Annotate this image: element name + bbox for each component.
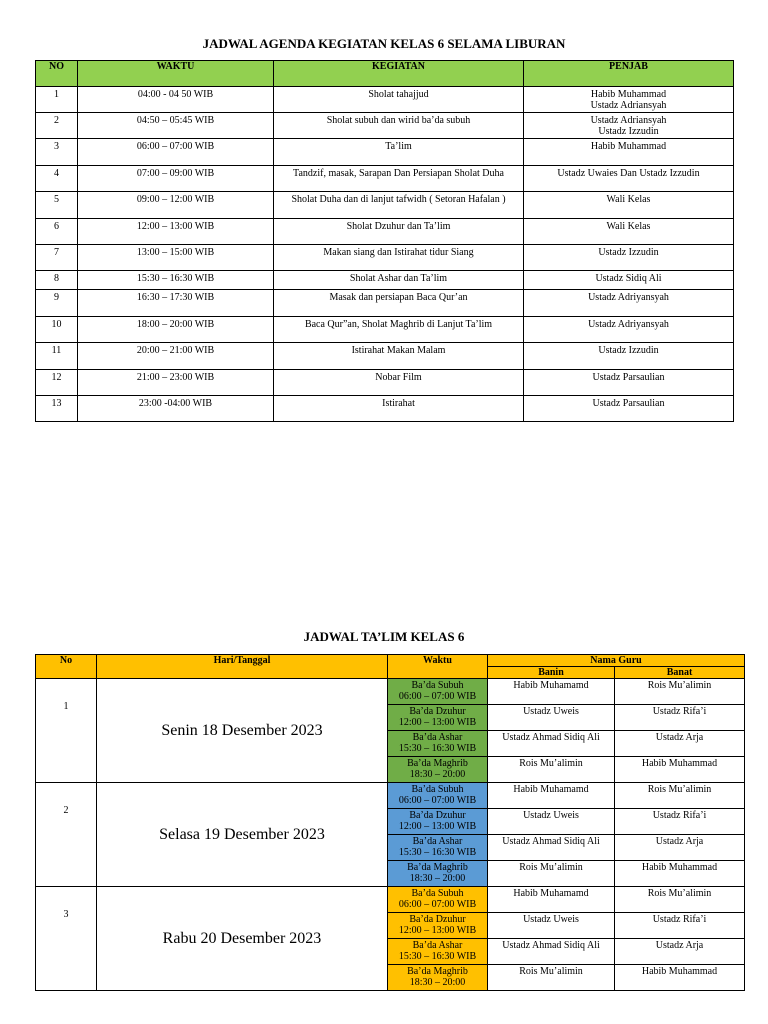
row-penjab <box>524 290 734 317</box>
slot-waktu <box>388 887 488 913</box>
row-waktu: 16:30 – 17:30 WIB <box>78 290 274 317</box>
slot-banat: Ustadz Arja <box>615 939 745 965</box>
agenda-row <box>36 113 734 139</box>
waktu-line: 15:30 – 16:30 WIB <box>398 847 477 858</box>
row-kegiatan: Istirahat Makan Malam <box>274 343 524 370</box>
slot-waktu <box>388 783 488 809</box>
header-penjab: PENJAB <box>524 61 734 87</box>
row-kegiatan: Sholat Duha dan di lanjut tafwidh ( Setoran Hafalan ) <box>274 192 524 219</box>
header-nama-guru: Nama Guru <box>488 655 745 667</box>
waktu-line: 12:00 – 13:00 WIB <box>398 717 477 728</box>
row-waktu: 04:00 - 04 50 WIB <box>78 87 274 113</box>
agenda-row <box>36 343 734 370</box>
waktu-line: Ba’da Subuh <box>411 784 464 795</box>
row-kegiatan: Ta’lim <box>274 139 524 166</box>
slot-waktu <box>388 731 488 757</box>
slot-banat: Habib Muhammad <box>615 861 745 887</box>
row-penjab <box>524 271 734 290</box>
row-no: 2 <box>36 113 78 139</box>
slot-banin: Ustadz Ahmad Sidiq Ali <box>488 939 615 965</box>
row-kegiatan: Istirahat <box>274 396 524 422</box>
waktu-line: 18:30 – 20:00 <box>409 873 466 884</box>
waktu-line: 15:30 – 16:30 WIB <box>398 951 477 962</box>
waktu-line: Ba’da Subuh <box>411 888 464 899</box>
row-waktu: 23:00 -04:00 WIB <box>78 396 274 422</box>
row-waktu: 20:00 – 21:00 WIB <box>78 343 274 370</box>
talim-title: JADWAL TA’LIM KELAS 6 <box>303 629 465 644</box>
waktu-line: Ba’da Dzuhur <box>409 706 466 717</box>
talim-header-row <box>36 655 745 667</box>
row-waktu: 18:00 – 20:00 WIB <box>78 317 274 343</box>
waktu-line: 12:00 – 13:00 WIB <box>398 925 477 936</box>
row-no: 7 <box>36 245 78 271</box>
waktu-line: 18:30 – 20:00 <box>409 769 466 780</box>
slot-banat: Rois Mu’alimin <box>615 679 745 705</box>
day-no: 2 <box>36 783 97 887</box>
waktu-line: Ba’da Maghrib <box>407 862 468 873</box>
row-kegiatan: Tandzif, masak, Sarapan Dan Persiapan Sholat Duha <box>274 166 524 192</box>
slot-banat: Ustadz Rifa’i <box>615 705 745 731</box>
row-no: 8 <box>36 271 78 290</box>
agenda-row <box>36 192 734 219</box>
day-hari: Senin 18 Desember 2023 <box>97 679 388 783</box>
row-no: 12 <box>36 370 78 396</box>
row-waktu: 06:00 – 07:00 WIB <box>78 139 274 166</box>
row-no: 5 <box>36 192 78 219</box>
waktu-line: Ba’da Ashar <box>412 940 463 951</box>
penjab-line: Habib Muhammad <box>590 89 667 100</box>
slot-banat: Habib Muhammad <box>615 965 745 991</box>
agenda-row <box>36 245 734 271</box>
slot-waktu <box>388 913 488 939</box>
agenda-row <box>36 219 734 245</box>
row-kegiatan: Masak dan persiapan Baca Qur’an <box>274 290 524 317</box>
row-penjab <box>524 317 734 343</box>
row-no: 3 <box>36 139 78 166</box>
row-kegiatan: Sholat subuh dan wirid ba’da subuh <box>274 113 524 139</box>
row-kegiatan: Makan siang dan Istirahat tidur Siang <box>274 245 524 271</box>
slot-banat: Habib Muhammad <box>615 757 745 783</box>
row-penjab <box>524 219 734 245</box>
slot-banat: Rois Mu’alimin <box>615 887 745 913</box>
day-hari: Selasa 19 Desember 2023 <box>97 783 388 887</box>
row-no: 4 <box>36 166 78 192</box>
row-no: 11 <box>36 343 78 370</box>
slot-banin: Ustadz Uweis <box>488 705 615 731</box>
slot-banat: Ustadz Rifa’i <box>615 809 745 835</box>
agenda-table <box>35 60 734 422</box>
penjab-line: Ustadz Adriansyah <box>590 100 667 111</box>
header-banin: Banin <box>488 667 615 679</box>
row-waktu: 13:00 – 15:00 WIB <box>78 245 274 271</box>
agenda-row <box>36 370 734 396</box>
agenda-row <box>36 87 734 113</box>
slot-banat: Ustadz Arja <box>615 835 745 861</box>
row-kegiatan: Baca Qur”an, Sholat Maghrib di Lanjut Ta’lim <box>274 317 524 343</box>
row-waktu: 09:00 – 12:00 WIB <box>78 192 274 219</box>
penjab-line: Ustadz Izzudin <box>598 126 659 137</box>
penjab-line: Ustadz Adriansyah <box>590 115 667 126</box>
row-penjab <box>524 166 734 192</box>
waktu-line: Ba’da Ashar <box>412 732 463 743</box>
row-no: 10 <box>36 317 78 343</box>
header-no: No <box>36 655 97 679</box>
row-penjab <box>524 245 734 271</box>
waktu-line: Ba’da Subuh <box>411 680 464 691</box>
waktu-line: Ba’da Maghrib <box>407 758 468 769</box>
waktu-line: Ba’da Dzuhur <box>409 914 466 925</box>
slot-banin: Habib Muhamamd <box>488 887 615 913</box>
day-no: 1 <box>36 679 97 783</box>
slot-waktu <box>388 705 488 731</box>
row-penjab <box>524 192 734 219</box>
penjab-line: Wali Kelas <box>606 194 651 205</box>
slot-banin: Ustadz Ahmad Sidiq Ali <box>488 731 615 757</box>
slot-banat: Ustadz Arja <box>615 731 745 757</box>
slot-waktu <box>388 965 488 991</box>
agenda-row <box>36 290 734 317</box>
agenda-title: JADWAL AGENDA KEGIATAN KELAS 6 SELAMA LIBURAN <box>202 36 566 51</box>
slot-waktu <box>388 679 488 705</box>
row-waktu: 21:00 – 23:00 WIB <box>78 370 274 396</box>
slot-waktu <box>388 861 488 887</box>
row-waktu: 04:50 – 05:45 WIB <box>78 113 274 139</box>
header-hari: Hari/Tanggal <box>97 655 388 679</box>
row-kegiatan: Sholat Ashar dan Ta’lim <box>274 271 524 290</box>
row-no: 13 <box>36 396 78 422</box>
slot-banin: Rois Mu’alimin <box>488 861 615 887</box>
row-waktu: 12:00 – 13:00 WIB <box>78 219 274 245</box>
slot-banin: Rois Mu’alimin <box>488 965 615 991</box>
slot-banin: Ustadz Ahmad Sidiq Ali <box>488 835 615 861</box>
agenda-row <box>36 271 734 290</box>
penjab-line: Ustadz Uwaies Dan Ustadz Izzudin <box>557 168 700 179</box>
slot-waktu <box>388 835 488 861</box>
waktu-line: Ba’da Dzuhur <box>409 810 466 821</box>
waktu-line: 15:30 – 16:30 WIB <box>398 743 477 754</box>
row-kegiatan: Sholat Dzuhur dan Ta’lim <box>274 219 524 245</box>
row-penjab <box>524 396 734 422</box>
header-no: NO <box>36 61 78 87</box>
slot-banat: Rois Mu’alimin <box>615 783 745 809</box>
slot-banat: Ustadz Rifa’i <box>615 913 745 939</box>
agenda-row <box>36 317 734 343</box>
talim-row <box>36 679 745 705</box>
agenda-row <box>36 139 734 166</box>
penjab-line: Ustadz Parsaulian <box>592 398 665 409</box>
slot-waktu <box>388 939 488 965</box>
row-kegiatan: Nobar Film <box>274 370 524 396</box>
talim-table <box>35 654 745 991</box>
slot-banin: Habib Muhamamd <box>488 783 615 809</box>
day-hari: Rabu 20 Desember 2023 <box>97 887 388 991</box>
penjab-line: Ustadz Sidiq Ali <box>595 273 662 284</box>
slot-banin: Rois Mu’alimin <box>488 757 615 783</box>
waktu-line: 06:00 – 07:00 WIB <box>398 899 477 910</box>
header-waktu: Waktu <box>388 655 488 679</box>
row-penjab <box>524 370 734 396</box>
header-banat: Banat <box>615 667 745 679</box>
penjab-line: Ustadz Parsaulian <box>592 372 665 383</box>
waktu-line: 12:00 – 13:00 WIB <box>398 821 477 832</box>
slot-banin: Ustadz Uweis <box>488 913 615 939</box>
talim-row <box>36 887 745 913</box>
agenda-row <box>36 396 734 422</box>
waktu-line: 06:00 – 07:00 WIB <box>398 691 477 702</box>
row-waktu: 07:00 – 09:00 WIB <box>78 166 274 192</box>
row-waktu: 15:30 – 16:30 WIB <box>78 271 274 290</box>
agenda-row <box>36 166 734 192</box>
row-no: 9 <box>36 290 78 317</box>
slot-waktu <box>388 757 488 783</box>
waktu-line: Ba’da Ashar <box>412 836 463 847</box>
waktu-line: 06:00 – 07:00 WIB <box>398 795 477 806</box>
penjab-line: Habib Muhammad <box>590 141 667 152</box>
penjab-line: Ustadz Adriyansyah <box>588 292 669 303</box>
row-no: 6 <box>36 219 78 245</box>
penjab-line: Wali Kelas <box>606 221 651 232</box>
row-kegiatan: Sholat tahajjud <box>274 87 524 113</box>
penjab-line: Ustadz Adriyansyah <box>588 319 669 330</box>
row-no: 1 <box>36 87 78 113</box>
slot-banin: Habib Muhamamd <box>488 679 615 705</box>
talim-row <box>36 783 745 809</box>
header-kegiatan: KEGIATAN <box>274 61 524 87</box>
row-penjab <box>524 139 734 166</box>
agenda-header-row <box>36 61 734 87</box>
waktu-line: 18:30 – 20:00 <box>409 977 466 988</box>
waktu-line: Ba’da Maghrib <box>407 966 468 977</box>
day-no: 3 <box>36 887 97 991</box>
slot-banin: Ustadz Uweis <box>488 809 615 835</box>
penjab-line: Ustadz Izzudin <box>598 345 659 356</box>
slot-waktu <box>388 809 488 835</box>
row-penjab <box>524 87 734 113</box>
penjab-line: Ustadz Izzudin <box>598 247 659 258</box>
header-waktu: WAKTU <box>78 61 274 87</box>
row-penjab <box>524 343 734 370</box>
row-penjab <box>524 113 734 139</box>
